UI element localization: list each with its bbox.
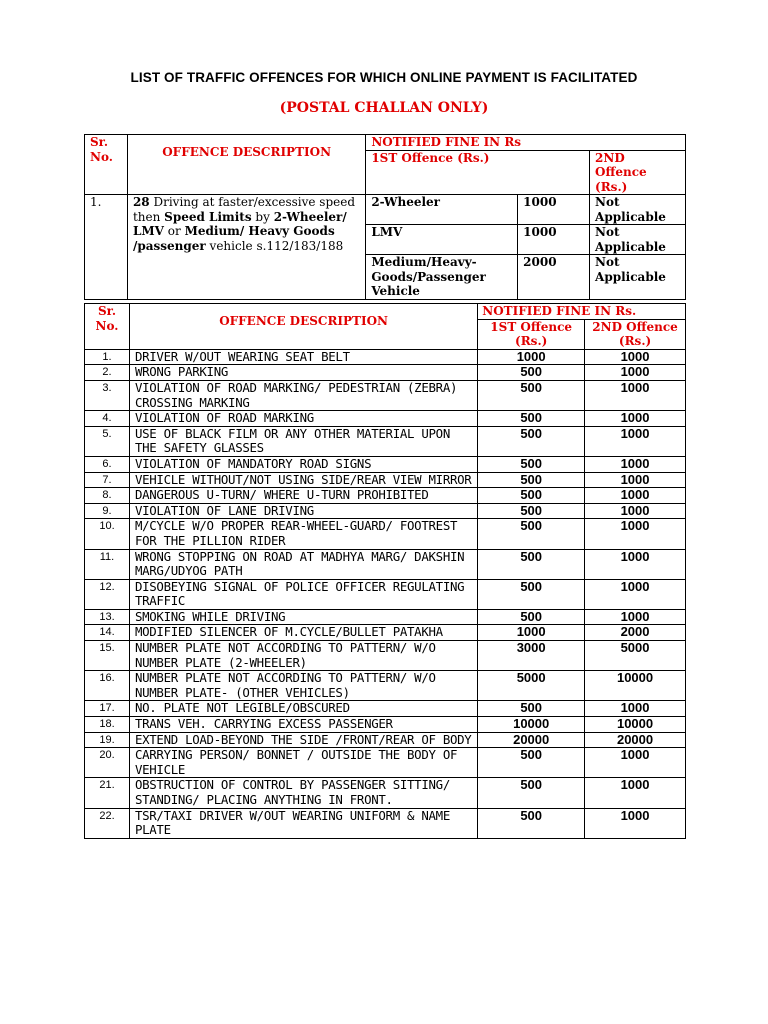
first-offence-fine: 1000: [518, 225, 590, 255]
table-row: [85, 701, 686, 717]
table1-row: [85, 195, 686, 225]
offence-description: VIOLATION OF ROAD MARKING/ PEDESTRIAN (ZEBRA) CROSSING MARKING: [129, 380, 477, 410]
table2-desc-header: OFFENCE DESCRIPTION: [129, 304, 477, 350]
table-row: [85, 488, 686, 504]
offence-description: VIOLATION OF LANE DRIVING: [129, 503, 477, 519]
offence-sr-no: 19.: [85, 732, 130, 748]
first-offence-fine: 500: [478, 411, 585, 427]
page-title: LIST OF TRAFFIC OFFENCES FOR WHICH ONLINE PAYMENT IS FACILITATED: [130, 70, 638, 85]
table-row: [85, 456, 686, 472]
first-offence-fine: 500: [478, 519, 585, 549]
first-offence-fine: 500: [478, 579, 585, 609]
table1-header-row-1: [85, 135, 686, 151]
second-offence-fine: 1000: [585, 808, 686, 838]
vehicle-type: Medium/Heavy-Goods/Passenger Vehicle: [366, 255, 518, 300]
offence-description: TRANS VEH. CARRYING EXCESS PASSENGER: [129, 717, 477, 733]
offence-sr-no: 5.: [85, 426, 130, 456]
table-row: [85, 625, 686, 641]
second-offence-fine: 1000: [585, 456, 686, 472]
second-offence-fine: 1000: [585, 748, 686, 778]
offence-description: DISOBEYING SIGNAL OF POLICE OFFICER REGULATING TRAFFIC: [129, 579, 477, 609]
offence-description: M/CYCLE W/O PROPER REAR-WHEEL-GUARD/ FOOTREST FOR THE PILLION RIDER: [129, 519, 477, 549]
second-offence-fine: 10000: [585, 671, 686, 701]
first-offence-fine: 20000: [478, 732, 585, 748]
offence-sr-no: 3.: [85, 380, 130, 410]
offence-sr-no: 21.: [85, 778, 130, 808]
second-offence-fine: 1000: [585, 472, 686, 488]
table-row: [85, 349, 686, 365]
table1-row-sr: 1.: [85, 195, 128, 300]
desc-part: vehicle s.112/183/188: [205, 238, 344, 253]
first-offence-fine: 500: [478, 609, 585, 625]
offence-description: TSR/TAXI DRIVER W/OUT WEARING UNIFORM & NAME PLATE: [129, 808, 477, 838]
first-offence-fine: 500: [478, 748, 585, 778]
second-offence-fine: 10000: [585, 717, 686, 733]
second-offence-fine: 1000: [585, 579, 686, 609]
first-offence-fine: 1000: [518, 195, 590, 225]
vehicle-type: LMV: [366, 225, 518, 255]
table-row: [85, 426, 686, 456]
second-offence-fine: 1000: [585, 701, 686, 717]
offence-sr-no: 6.: [85, 456, 130, 472]
table-row: [85, 549, 686, 579]
offence-sr-no: 11.: [85, 549, 130, 579]
desc-part: by: [251, 209, 274, 224]
offence-description: VIOLATION OF MANDATORY ROAD SIGNS: [129, 456, 477, 472]
table2-notified-header: NOTIFIED FINE IN Rs.: [478, 304, 686, 320]
table-row: [85, 519, 686, 549]
table-row: [85, 503, 686, 519]
table2-header-row-1: [85, 304, 686, 320]
page-subtitle: (POSTAL CHALLAN ONLY): [279, 100, 489, 116]
table-row: [85, 380, 686, 410]
second-offence-fine: 1000: [585, 365, 686, 381]
offence-description: CARRYING PERSON/ BONNET / OUTSIDE THE BODY OF VEHICLE: [129, 748, 477, 778]
offence-description: OBSTRUCTION OF CONTROL BY PASSENGER SITTING/ STANDING/ PLACING ANYTHING IN FRONT.: [129, 778, 477, 808]
desc-part: or: [163, 224, 185, 238]
second-offence-fine: 1000: [585, 411, 686, 427]
first-offence-fine: 2000: [518, 255, 590, 300]
offence-sr-no: 4.: [85, 411, 130, 427]
table1-desc-header: OFFENCE DESCRIPTION: [127, 135, 365, 195]
first-offence-fine: 500: [478, 426, 585, 456]
first-offence-fine: 500: [478, 549, 585, 579]
offence-sr-no: 10.: [85, 519, 130, 549]
offence-sr-no: 15.: [85, 641, 130, 671]
offence-description: DRIVER W/OUT WEARING SEAT BELT: [129, 349, 477, 365]
second-offence-fine: 1000: [585, 519, 686, 549]
first-offence-fine: 1000: [478, 349, 585, 365]
offence-description: SMOKING WHILE DRIVING: [129, 609, 477, 625]
desc-part: Medium/ Heavy Goods /passenger: [132, 224, 335, 253]
desc-part: 2-Wheeler/ LMV: [132, 209, 347, 238]
offence-sr-no: 17.: [85, 701, 130, 717]
offence-sr-no: 22.: [85, 808, 130, 838]
second-offence-fine: 1000: [585, 380, 686, 410]
offence-description: NO. PLATE NOT LEGIBLE/OBSCURED: [129, 701, 477, 717]
offence-description: EXTEND LOAD-BEYOND THE SIDE /FRONT/REAR OF BODY: [129, 732, 477, 748]
second-offence-fine: 1000: [585, 609, 686, 625]
offence-fine-table: [84, 303, 686, 839]
offence-sr-no: 13.: [85, 609, 130, 625]
offence-sr-no: 1.: [85, 349, 130, 365]
table1-second-offence-header: 2ND Offence (Rs.): [590, 150, 686, 195]
vehicle-type: 2-Wheeler: [366, 195, 518, 225]
table-row: [85, 671, 686, 701]
first-offence-fine: 500: [478, 488, 585, 504]
second-offence-fine: Not Applicable: [590, 225, 686, 255]
offence-sr-no: 12.: [85, 579, 130, 609]
second-offence-fine: Not Applicable: [590, 255, 686, 300]
table-row: [85, 778, 686, 808]
offence-description: USE OF BLACK FILM OR ANY OTHER MATERIAL UPON THE SAFETY GLASSES: [129, 426, 477, 456]
table-row: [85, 748, 686, 778]
first-offence-fine: 10000: [478, 717, 585, 733]
second-offence-fine: 1000: [585, 778, 686, 808]
offence-description: DANGEROUS U-TURN/ WHERE U-TURN PROHIBITED: [129, 488, 477, 504]
table1-first-offence-header: 1ST Offence (Rs.): [366, 150, 590, 195]
table-row: [85, 365, 686, 381]
table2-sr-header: Sr. No.: [85, 304, 130, 350]
table-row: [85, 641, 686, 671]
table-row: [85, 732, 686, 748]
offence-description: WRONG STOPPING ON ROAD AT MADHYA MARG/ DAKSHIN MARG/UDYOG PATH: [129, 549, 477, 579]
first-offence-fine: 500: [478, 456, 585, 472]
table-row: [85, 609, 686, 625]
first-offence-fine: 500: [478, 503, 585, 519]
offence-sr-no: 14.: [85, 625, 130, 641]
desc-part: Speed Limits: [164, 209, 252, 224]
offence-sr-no: 7.: [85, 472, 130, 488]
first-offence-fine: 500: [478, 380, 585, 410]
offence-sr-no: 16.: [85, 671, 130, 701]
offence-description: NUMBER PLATE NOT ACCORDING TO PATTERN/ W/O NUMBER PLATE (2-WHEELER): [129, 641, 477, 671]
first-offence-fine: 500: [478, 808, 585, 838]
second-offence-fine: 1000: [585, 549, 686, 579]
table1-row-desc: [127, 195, 365, 300]
table-row: [85, 411, 686, 427]
table2-first-offence-header: 1ST Offence (Rs.): [478, 319, 585, 349]
offence-description: WRONG PARKING: [129, 365, 477, 381]
offence-sr-no: 20.: [85, 748, 130, 778]
first-offence-fine: 500: [478, 701, 585, 717]
first-offence-fine: 500: [478, 778, 585, 808]
table-row: [85, 808, 686, 838]
first-offence-fine: 3000: [478, 641, 585, 671]
second-offence-fine: 2000: [585, 625, 686, 641]
offence-sr-no: 8.: [85, 488, 130, 504]
table-row: [85, 579, 686, 609]
offence-sr-no: 2.: [85, 365, 130, 381]
table1-sr-header: Sr. No.: [85, 135, 128, 195]
second-offence-fine: 1000: [585, 349, 686, 365]
desc-part: Driving at faster/excessive speed then: [132, 195, 356, 224]
offence-description: NUMBER PLATE NOT ACCORDING TO PATTERN/ W/O NUMBER PLATE- (OTHER VEHICLES): [129, 671, 477, 701]
first-offence-fine: 500: [478, 365, 585, 381]
table-row: [85, 717, 686, 733]
first-offence-fine: 1000: [478, 625, 585, 641]
second-offence-fine: 1000: [585, 488, 686, 504]
desc-part: 28: [132, 195, 150, 209]
offence-description: MODIFIED SILENCER OF M.CYCLE/BULLET PATAKHA: [129, 625, 477, 641]
table1-notified-header: NOTIFIED FINE IN Rs: [366, 135, 686, 151]
table-row: [85, 472, 686, 488]
second-offence-fine: Not Applicable: [590, 195, 686, 225]
offence-description: VEHICLE WITHOUT/NOT USING SIDE/REAR VIEW MIRROR: [129, 472, 477, 488]
second-offence-fine: 1000: [585, 503, 686, 519]
offence-description: VIOLATION OF ROAD MARKING: [129, 411, 477, 427]
table2-second-offence-header: 2ND Offence (Rs.): [585, 319, 686, 349]
offence-sr-no: 9.: [85, 503, 130, 519]
first-offence-fine: 500: [478, 472, 585, 488]
second-offence-fine: 20000: [585, 732, 686, 748]
first-offence-fine: 5000: [478, 671, 585, 701]
second-offence-fine: 5000: [585, 641, 686, 671]
speed-offence-table: [84, 134, 686, 300]
second-offence-fine: 1000: [585, 426, 686, 456]
offence-sr-no: 18.: [85, 717, 130, 733]
